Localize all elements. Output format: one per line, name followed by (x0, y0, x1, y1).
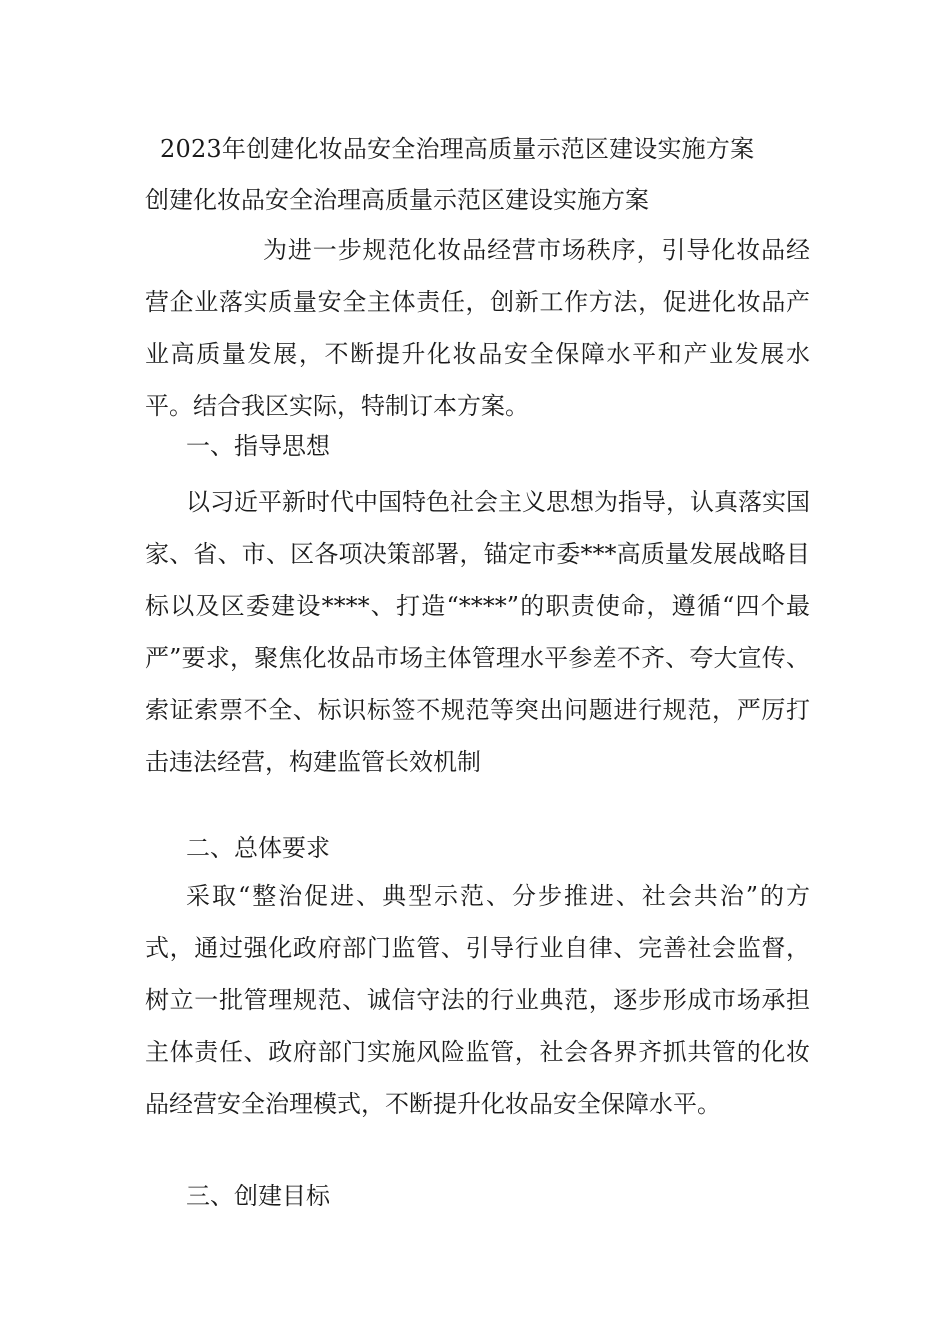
section-heading-guiding-thought: 一、指导思想 (186, 432, 330, 460)
section-heading-general-requirements: 二、总体要求 (186, 834, 330, 862)
section-body-general-requirements: 采取“整治促进、典型示范、分步推进、社会共治”的方式，通过强化政府部门监管、引导行业自律、完善社会监督，树立一批管理规范、诚信守法的行业典范，逐步形成市场承担主体责任、政府部门实施风险监管，社会各界齐抓共管的化妆品经营安全治理模式，不断提升化妆品安全保障水平。 (145, 882, 810, 1118)
document-subtitle: 创建化妆品安全治理高质量示范区建设实施方案 (145, 186, 649, 214)
intro-paragraph: 为进一步规范化妆品经营市场秩序，引导化妆品经营企业落实质量安全主体责任，创新工作方法，促进化妆品产业高质量发展，不断提升化妆品安全保障水平和产业发展水平。结合我区实际，特制订本方案。 (145, 236, 810, 420)
document-title: 2023年创建化妆品安全治理高质量示范区建设实施方案 (160, 135, 755, 163)
section-body-guiding-thought: 以习近平新时代中国特色社会主义思想为指导，认真落实国家、省、市、区各项决策部署，锚定市委***高质量发展战略目标以及区委建设****、打造“****”的职责使命，遵循“四个最严”要求，聚焦化妆品市场主体管理水平参差不齐、夸大宣传、索证索票不全、标识标签不规范等突出问题进行规范，严厉打击违法经营，构建监管长效机制 (145, 488, 810, 776)
section-heading-creation-goals: 三、创建目标 (186, 1182, 330, 1210)
